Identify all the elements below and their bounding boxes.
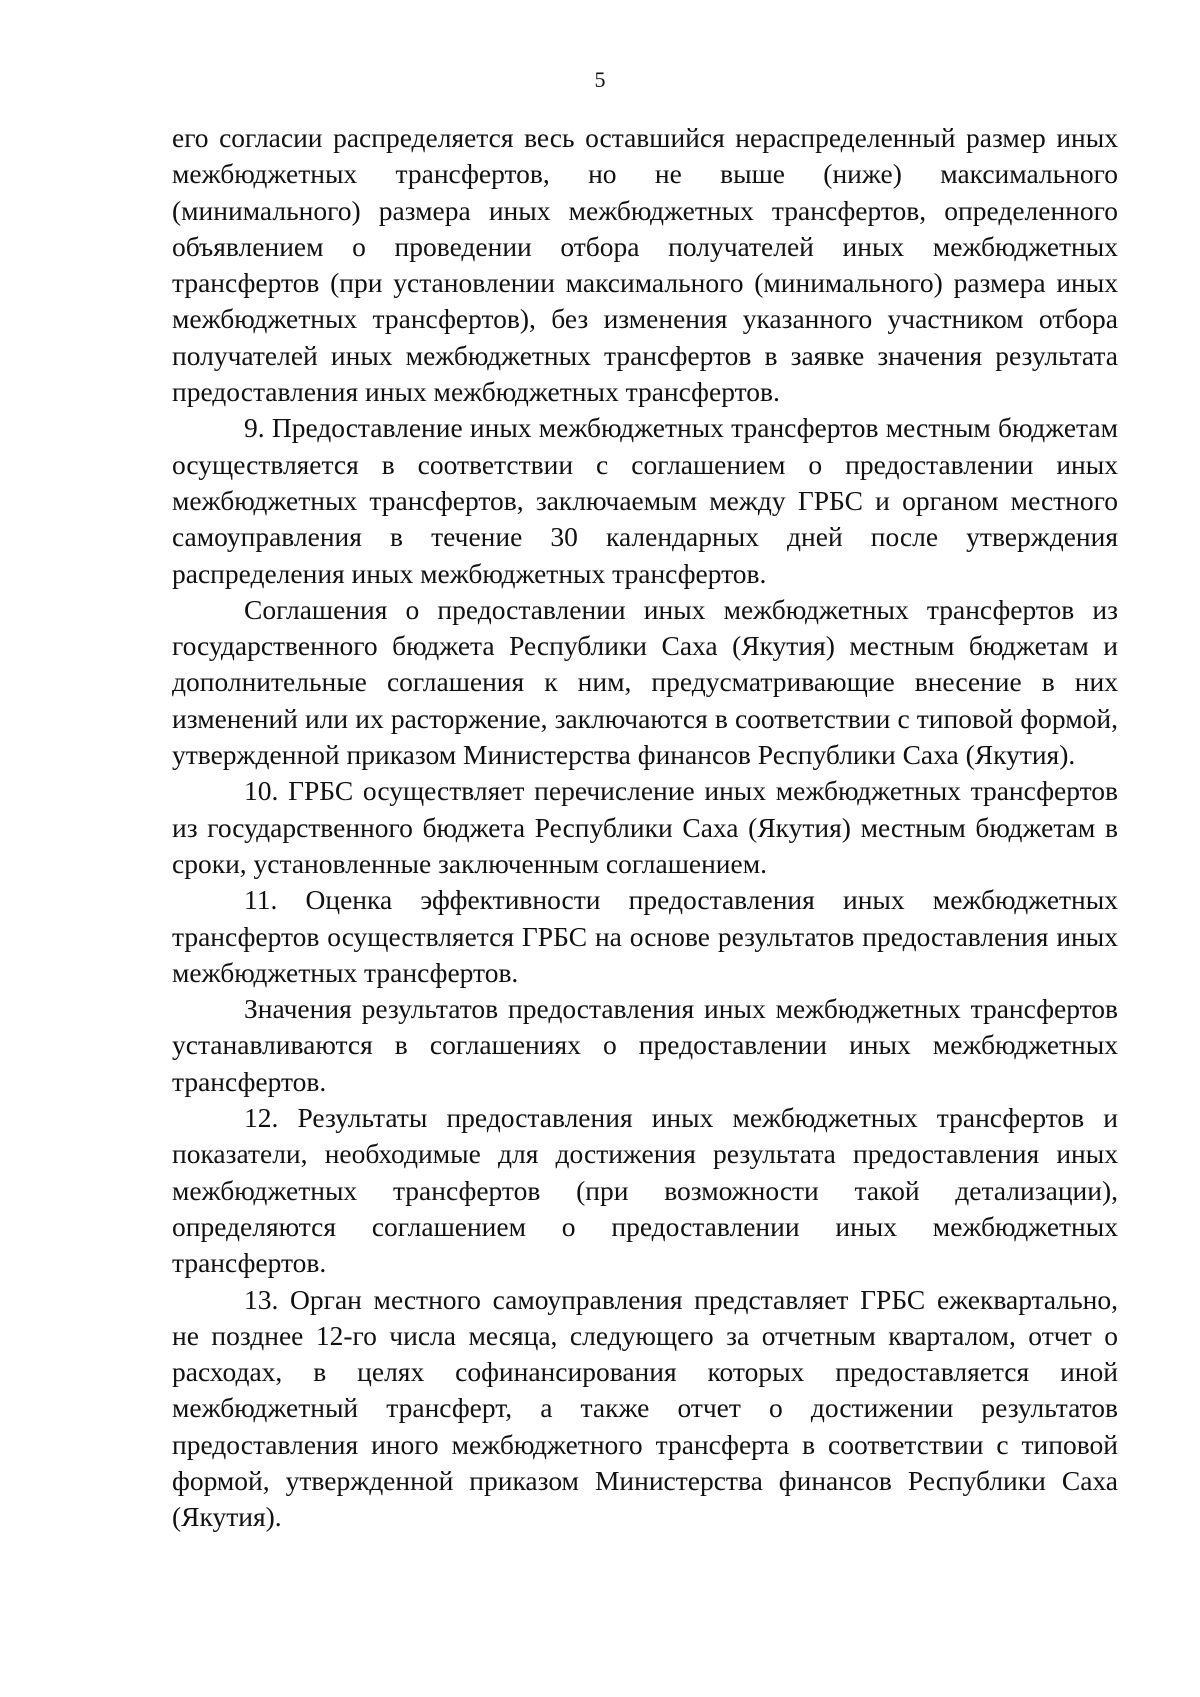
paragraph-item-13: 13. Орган местного самоуправления представляет ГРБС ежеквартально, не позднее 12-го числа месяца, следующего за отчетным кварталом, отчет о расходах, в целях софинансирования которых предоставляется иной межбюджетный трансферт, а также отчет о достижении результатов предоставления иного межбюджетного трансферта в соответствии с типовой формой, утвержденной приказом Министерства финансов Республики Саха (Якутия).	[172, 1283, 1118, 1533]
document-body	[172, 120, 1118, 1536]
paragraph-item-10: 10. ГРБС осуществляет перечисление иных межбюджетных трансфертов из государственного бюджета Республики Саха (Якутия) местным бюджетам в сроки, установленные заключенным соглашением.	[172, 775, 1118, 879]
paragraph-result-values: Значения результатов предоставления иных межбюджетных трансфертов устанавливаются в соглашениях о предоставлении иных межбюджетных трансфертов.	[172, 993, 1118, 1097]
paragraph-item-9: 9. Предоставление иных межбюджетных трансфертов местным бюджетам осуществляется в соответствии с соглашением о предоставлении иных межбюджетных трансфертов, заключаемым между ГРБС и органом местного самоуправления в течение 30 календарных дней после утверждения распределения иных межбюджетных трансфертов.	[172, 412, 1118, 589]
paragraph-continuation: его согласии распределяется весь оставшийся нераспределенный размер иных межбюджетных трансфертов, но не выше (ниже) максимального (минимального) размера иных межбюджетных трансфертов, определенного объявлением о проведении отбора получателей иных межбюджетных трансфертов (при установлении максимального (минимального) размера иных межбюджетных трансфертов), без изменения указанного участником отбора получателей иных межбюджетных трансфертов в заявке значения результата предоставления иных межбюджетных трансфертов.	[172, 122, 1118, 408]
paragraph-item-11: 11. Оценка эффективности предоставления иных межбюджетных трансфертов осуществляется ГРБС на основе результатов предоставления иных межбюджетных трансфертов.	[172, 884, 1118, 988]
paragraph-item-12: 12. Результаты предоставления иных межбюджетных трансфертов и показатели, необходимые для достижения результата предоставления иных межбюджетных трансфертов (при возможности такой детализации), определяются соглашением о предоставлении иных межбюджетных трансфертов.	[172, 1102, 1118, 1279]
paragraph-agreements: Соглашения о предоставлении иных межбюджетных трансфертов из государственного бюджета Республики Саха (Якутия) местным бюджетам и дополнительные соглашения к ним, предусматривающие внесение в них изменений или их расторжение, заключаются в соответствии с типовой формой, утвержденной приказом Министерства финансов Республики Саха (Якутия).	[172, 593, 1118, 771]
page-number: 5	[594, 67, 606, 92]
